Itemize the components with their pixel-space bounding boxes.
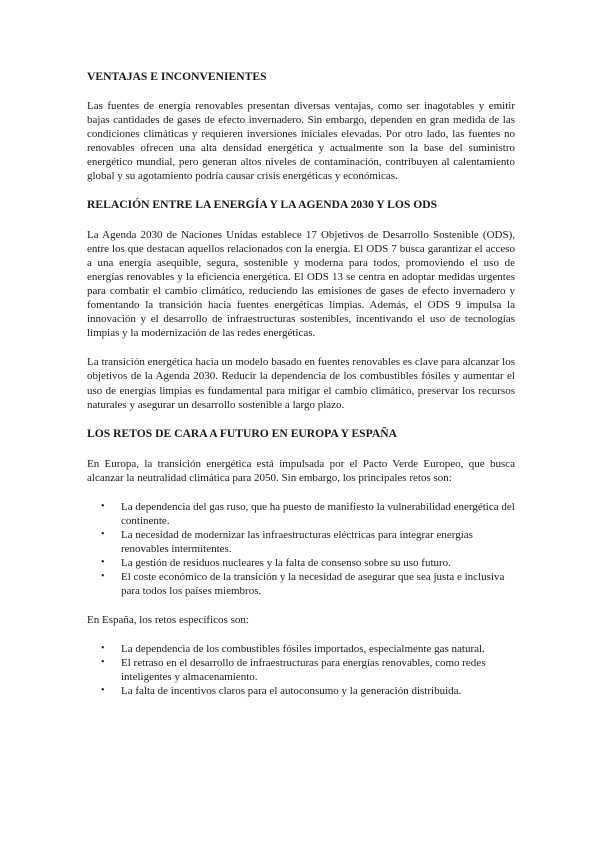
list-item-text: El retraso en el desarrollo de infraestructuras para energías renovables, como redes inteligentes y almacenamiento. — [121, 656, 486, 683]
spain-challenges-list — [87, 642, 515, 698]
document-page — [87, 70, 515, 698]
europe-challenges-list — [87, 500, 515, 599]
bullet-icon: • — [101, 656, 105, 668]
heading-ventajas: VENTAJAS E INCONVENIENTES — [87, 70, 267, 83]
heading-retos: LOS RETOS DE CARA A FUTURO EN EUROPA Y ESPAÑA — [87, 426, 397, 440]
list-item — [87, 528, 515, 556]
paragraph-espana: En España, los retos específicos son: — [87, 613, 249, 626]
list-item — [87, 570, 515, 598]
bullet-icon: • — [101, 642, 105, 654]
paragraph-ventajas: Las fuentes de energía renovables presentan diversas ventajas, como ser inagotables y emitir bajas cantidades de gases de efecto invernadero. Sin embargo, dependen en gran medida de las condiciones climáticas y requieren inversiones iniciales elevadas. Por otro lado, las fuentes no renovables ofrecen una alta densidad energética y actualmente son la base del suministro energético mundial, pero generan altos niveles de contaminación, contribuyen al calentamiento global y su agotamiento podría causar crisis energéticas y económicas. — [87, 100, 515, 183]
list-item-text: La falta de incentivos claros para el autoconsumo y la generación distribuida. — [121, 684, 462, 697]
list-item — [87, 656, 515, 684]
list-item — [87, 642, 515, 656]
list-item-text: La gestión de residuos nucleares y la falta de consenso sobre su uso futuro. — [121, 557, 451, 570]
list-item — [87, 684, 515, 698]
bullet-icon: • — [101, 529, 105, 541]
list-item-text: La dependencia de los combustibles fósiles importados, especialmente gas natural. — [121, 642, 485, 655]
list-item-text: La dependencia del gas ruso, que ha puesto de manifiesto la vulnerabilidad energética del continente. — [121, 500, 515, 527]
bullet-icon: • — [101, 500, 105, 512]
paragraph-europa: En Europa, la transición energética está impulsada por el Pacto Verde Europeo, que busca alcanzar la neutralidad climática para 2050. Sin embargo, los principales retos son: — [87, 457, 515, 484]
bullet-icon: • — [101, 571, 105, 583]
list-item — [87, 556, 515, 570]
bullet-icon: • — [101, 684, 105, 696]
bullet-icon: • — [101, 557, 105, 569]
paragraph-agenda-ods: La Agenda 2030 de Naciones Unidas establece 17 Objetivos de Desarrollo Sostenible (ODS), entre los que destacan aquellos relacionados con la energía. El ODS 7 busca garantizar el acceso a una energía asequible, segura, sostenible y moderna para todos, promoviendo el uso de energías renovables y la eficiencia energética. El ODS 13 se centra en adoptar medidas urgentes para combatir el cambio climático, reduciendo las emisiones de gases de efecto invernadero y fomentando la transición hacia fuentes energéticas limpias. Además, el ODS 9 impulsa la innovación y el desarrollo de infraestructuras sostenibles, incentivando el uso de tecnologías limpias y la modernización de las redes energéticas. — [87, 228, 515, 340]
heading-agenda-2030: RELACIÓN ENTRE LA ENERGÍA Y LA AGENDA 2030 Y LOS ODS — [87, 197, 438, 211]
paragraph-transicion: La transición energética hacia un modelo basado en fuentes renovables es clave para alcanzar los objetivos de la Agenda 2030. Reducir la dependencia de los combustibles fósiles y aumentar el uso de energías limpias es fundamental para mitigar el cambio climático, preservar los recursos naturales y asegurar un desarrollo sostenible a largo plazo. — [87, 356, 515, 411]
list-item — [87, 500, 515, 528]
list-item-text: La necesidad de modernizar las infraestructuras eléctricas para integrar energías renovables intermitentes. — [121, 529, 473, 556]
list-item-text: El coste económico de la transición y la necesidad de asegurar que sea justa e inclusiva para todos los países miembros. — [121, 571, 505, 598]
